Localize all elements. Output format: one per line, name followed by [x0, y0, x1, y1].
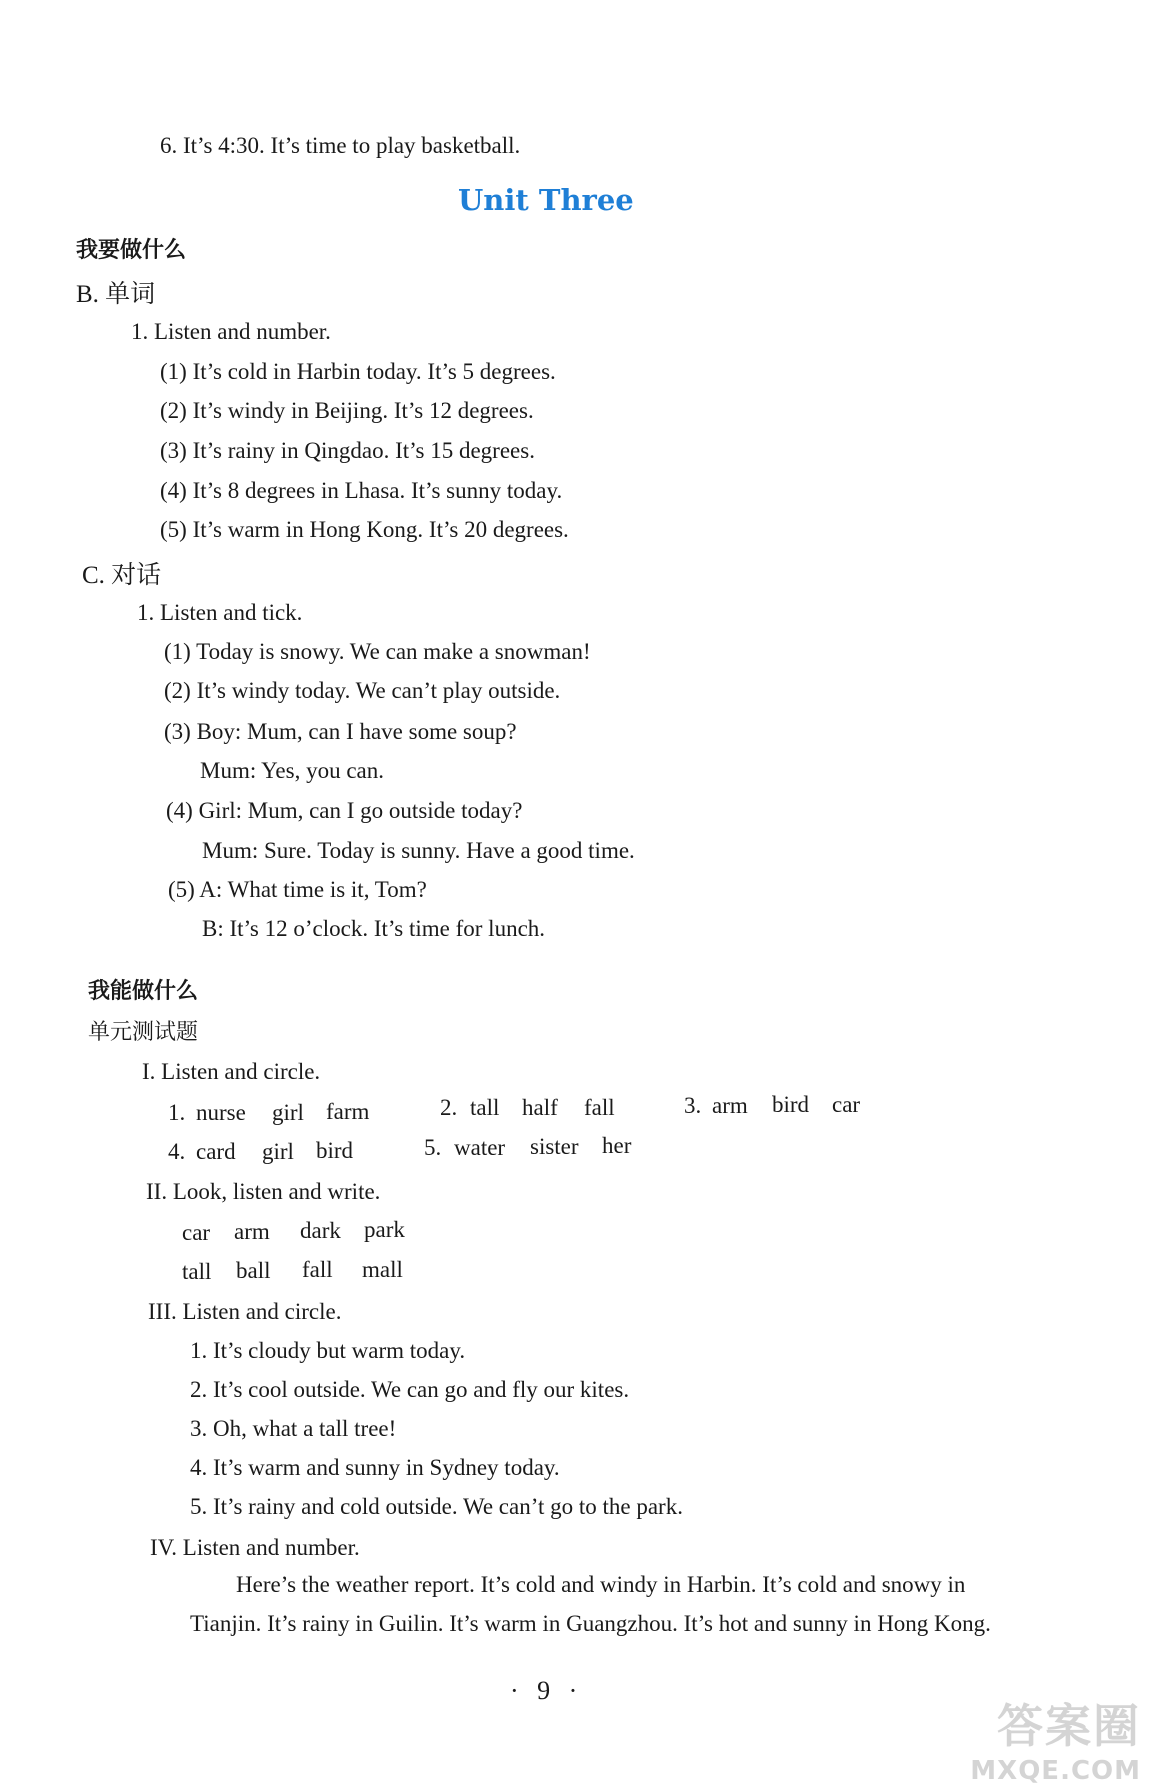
word-option: dark [300, 1218, 341, 1243]
watermark-text: 答案圈 [997, 1699, 1141, 1753]
word-option: arm [712, 1093, 748, 1118]
section-iii-item: 4. It’s warm and sunny in Sydney today. [190, 1455, 560, 1480]
section-i-label: I. Listen and circle. [142, 1059, 321, 1084]
section-c-line: (3) Boy: Mum, can I have some soup? [164, 719, 517, 744]
word-option: fall [302, 1257, 333, 1282]
section-c-label: C. 对话 [82, 562, 162, 589]
watermark-url: MXQE.COM [970, 1756, 1141, 1786]
section-iv-paragraph-line: Tianjin. It’s rainy in Guilin. It’s warm in Guangzhou. It’s hot and sunny in Hong Kong. [190, 1611, 991, 1636]
word-option: fall [584, 1095, 615, 1120]
group-number: 1. [168, 1100, 186, 1125]
section-b-item: (2) It’s windy in Beijing. It’s 12 degrees. [160, 398, 534, 423]
section-c-line: (4) Girl: Mum, can I go outside today? [166, 798, 523, 823]
word-option: farm [326, 1099, 370, 1124]
word-option: half [522, 1095, 558, 1120]
word-option: card [196, 1139, 236, 1164]
page-number: · 9 · [510, 1676, 584, 1705]
word-option: ball [236, 1258, 271, 1283]
section-c-line: Mum: Yes, you can. [200, 758, 385, 783]
word-option: mall [362, 1257, 403, 1282]
section-iv-paragraph-line: Here’s the weather report. It’s cold and windy in Harbin. It’s cold and snowy in [236, 1572, 966, 1597]
section-c-line: (1) Today is snowy. We can make a snowman! [164, 639, 591, 664]
word-option: bird [772, 1092, 810, 1117]
section-b-item: (5) It’s warm in Hong Kong. It’s 20 degrees. [160, 517, 569, 542]
word-option: tall [182, 1259, 212, 1284]
section-iii-item: 5. It’s rainy and cold outside. We can’t go to the park. [190, 1494, 683, 1519]
section-b-item: (1) It’s cold in Harbin today. It’s 5 degrees. [160, 359, 556, 384]
unit-test-heading: 单元测试题 [88, 1020, 199, 1045]
section-b-task: 1. Listen and number. [131, 319, 331, 344]
group-number: 3. [684, 1093, 702, 1118]
word-option: car [832, 1092, 861, 1117]
group-number: 5. [424, 1135, 442, 1160]
section-heading-what-to-do: 我要做什么 [76, 238, 187, 263]
section-iii-item: 2. It’s cool outside. We can go and fly our kites. [190, 1377, 630, 1402]
section-c-line: (5) A: What time is it, Tom? [168, 877, 427, 902]
section-iii-item: 3. Oh, what a tall tree! [190, 1416, 397, 1441]
unit-title: Unit Three [458, 183, 634, 217]
word-option: bird [316, 1138, 354, 1163]
word-option: water [454, 1135, 506, 1160]
word-option: park [364, 1217, 405, 1242]
section-b-item: (3) It’s rainy in Qingdao. It’s 15 degrees. [160, 438, 535, 463]
group-number: 4. [168, 1139, 186, 1164]
section-b-label: B. 单词 [76, 281, 156, 308]
section-iv-label: IV. Listen and number. [150, 1535, 360, 1560]
watermark-logo [970, 1690, 1141, 1786]
section-iii-item: 1. It’s cloudy but warm today. [190, 1338, 466, 1363]
word-option: tall [470, 1095, 500, 1120]
group-number: 2. [440, 1095, 458, 1120]
answer-line-6: 6. It’s 4:30. It’s time to play basketball. [160, 133, 521, 158]
word-option: arm [234, 1219, 270, 1244]
section-heading-what-i-can-do: 我能做什么 [88, 979, 199, 1004]
section-iii-label: III. Listen and circle. [148, 1299, 342, 1324]
section-c-line: (2) It’s windy today. We can’t play outside. [164, 678, 561, 703]
section-c-line: B: It’s 12 o’clock. It’s time for lunch. [202, 916, 546, 941]
section-c-task: 1. Listen and tick. [137, 600, 303, 625]
word-option: car [182, 1220, 211, 1245]
word-option: her [602, 1133, 632, 1158]
word-option: sister [530, 1134, 579, 1159]
section-b-item: (4) It’s 8 degrees in Lhasa. It’s sunny today. [160, 478, 563, 503]
section-c-line: Mum: Sure. Today is sunny. Have a good time. [202, 838, 635, 863]
word-option: nurse [196, 1100, 246, 1125]
word-option: girl [272, 1100, 304, 1125]
word-option: girl [262, 1139, 294, 1164]
section-ii-label: II. Look, listen and write. [146, 1179, 381, 1204]
